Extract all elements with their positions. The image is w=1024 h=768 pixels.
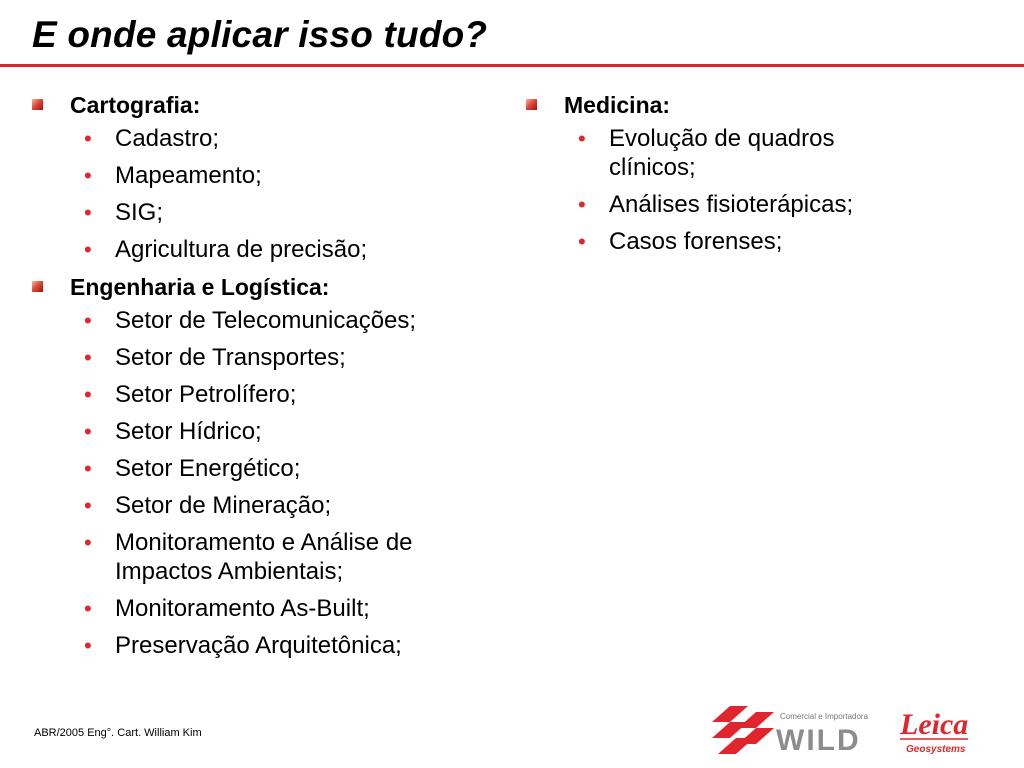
section-heading (30, 90, 500, 120)
list-item: • Casos forenses; (524, 227, 994, 256)
square-bullet-icon (32, 281, 43, 292)
section-heading (30, 272, 500, 302)
list-item: • Evolução de quadros clínicos; (524, 124, 859, 182)
section-heading (524, 90, 994, 120)
list-item: • Monitoramento As-Built; (30, 594, 500, 623)
right-column (524, 90, 994, 264)
list-item: • Agricultura de precisão; (30, 235, 500, 264)
bullet-list (30, 124, 500, 264)
bullet-list (524, 124, 994, 256)
list-item: • Setor de Telecomunicações; (30, 306, 500, 335)
square-bullet-icon (32, 99, 43, 110)
section-heading-text: Engenharia e Logística: (70, 274, 330, 300)
list-item: • Setor de Mineração; (30, 491, 500, 520)
list-item: • Setor de Transportes; (30, 343, 500, 372)
square-bullet-icon (526, 99, 537, 110)
section-heading-text: Medicina: (564, 92, 671, 118)
list-item: • Setor Energético; (30, 454, 500, 483)
wild-tagline: Comercial e Importadora (780, 712, 869, 721)
list-item: • Análises fisioterápicas; (524, 190, 994, 219)
list-item: • SIG; (30, 198, 500, 227)
section-engenharia (30, 272, 500, 660)
list-item: • Setor Petrolífero; (30, 380, 500, 409)
wild-name: WILD (776, 724, 861, 756)
title-divider (0, 64, 1024, 67)
slide-title: E onde aplicar isso tudo? (32, 14, 488, 55)
list-item: • Setor Hídrico; (30, 417, 500, 446)
left-column (30, 90, 500, 668)
wild-logo (708, 704, 873, 756)
leica-name: Leica (900, 708, 969, 741)
section-heading-text: Cartografia: (70, 92, 201, 118)
footer-text: ABR/2005 Eng°. Cart. William Kim (34, 727, 202, 739)
leica-tagline: Geosystems (906, 744, 966, 755)
list-item: • Monitoramento e Análise de Impactos Ambientais; (30, 528, 455, 586)
leica-logo (896, 706, 976, 756)
list-item: • Mapeamento; (30, 161, 500, 190)
bullet-list (30, 306, 500, 660)
list-item: • Preservação Arquitetônica; (30, 631, 500, 660)
list-item: • Cadastro; (30, 124, 500, 153)
section-medicina (524, 90, 994, 256)
section-cartografia (30, 90, 500, 264)
